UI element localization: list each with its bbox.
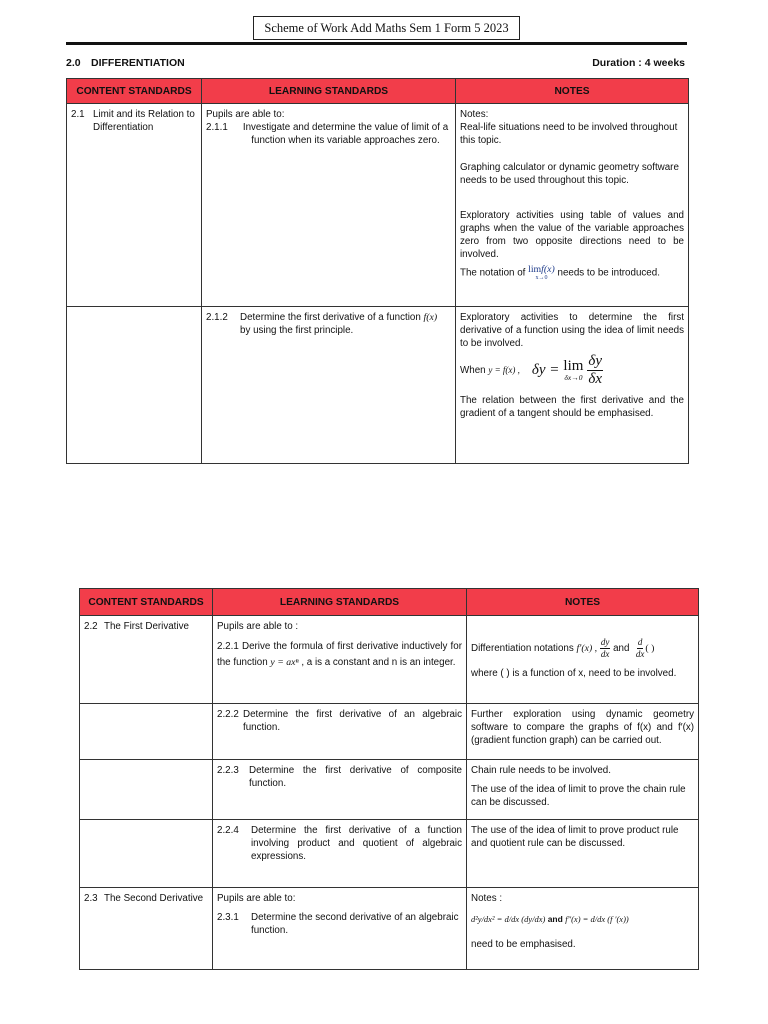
section-header: [66, 57, 687, 71]
table-header-row: [80, 589, 699, 616]
content-standard-cell: [80, 616, 213, 704]
content-standard-cell: [80, 704, 213, 760]
ls-code: 2.1.2: [206, 312, 228, 323]
intro-text: Pupils are able to:: [217, 893, 296, 904]
table-row: [67, 104, 689, 307]
ls-text: Determine the first derivative of a function involving product and quotient of algebraic expressions.: [251, 825, 462, 862]
content-text: Limit and its Relation to Differentiation: [93, 109, 195, 133]
derivative-limit-formula: When y = f(x) , δy = lim δx→0 $\frac{\delta y}{\delta x}$: [460, 352, 603, 387]
notes-heading: Notes:: [460, 109, 489, 120]
col-learning-standards: LEARNING STANDARDS: [202, 79, 456, 104]
col-notes: NOTES: [467, 589, 699, 616]
note-text: The use of the idea of limit to prove the chain rule can be discussed.: [471, 784, 686, 808]
learning-standard-cell: [213, 888, 467, 970]
document-title: Scheme of Work Add Maths Sem 1 Form 5 2023: [253, 16, 520, 40]
table-row: [80, 704, 699, 760]
scheme-table-1: [66, 78, 689, 464]
content-code: 2.1: [71, 109, 85, 120]
note-text: The relation between the first derivative and the gradient of a tangent should be emphasised.: [460, 395, 684, 419]
content-code: 2.3: [84, 893, 98, 904]
content-text: The Second Derivative: [104, 893, 204, 904]
learning-standard-cell: [213, 760, 467, 820]
notes-cell: [456, 104, 689, 307]
note-text: Real-life situations need to be involved throughout this topic.: [460, 122, 678, 146]
ls-code: 2.2.2: [217, 709, 239, 720]
content-standard-cell: [80, 888, 213, 970]
col-content-standards: CONTENT STANDARDS: [80, 589, 213, 616]
table-row: [80, 820, 699, 888]
content-text: The First Derivative: [104, 621, 189, 632]
table-row: [80, 888, 699, 970]
table-header-row: [67, 79, 689, 104]
content-standard-cell: [80, 760, 213, 820]
note-limit-notation: The notation of limf(x) x→0 needs to be introduced.: [460, 264, 660, 281]
intro-text: Pupils are able to:: [206, 109, 285, 120]
ls-text: Determine the first derivative of a function: [240, 312, 421, 323]
ls-text: 2.2.1 Derive the formula of first derivative inductively for the function y = axⁿ , a is a constant and n is an integer.: [217, 641, 462, 668]
ls-code: 2.1.1: [206, 122, 228, 133]
content-standard-cell: [67, 104, 202, 307]
learning-standard-cell: [213, 704, 467, 760]
note-text: need to be emphasised.: [471, 939, 576, 950]
content-code: 2.2: [84, 621, 98, 632]
notes-cell: [467, 704, 699, 760]
scheme-table-2: [79, 588, 699, 970]
ls-code: 2.2.4: [217, 825, 239, 836]
table-row: [80, 616, 699, 704]
content-standard-cell: [67, 307, 202, 464]
ls-text-cont: by using the first principle.: [240, 325, 354, 336]
learning-standard-cell: [202, 307, 456, 464]
notes-cell: [467, 616, 699, 704]
section-number: 2.0: [66, 57, 81, 69]
col-notes: NOTES: [456, 79, 689, 104]
learning-standard-cell: [202, 104, 456, 307]
col-learning-standards: LEARNING STANDARDS: [213, 589, 467, 616]
note-text: The use of the idea of limit to prove product rule and quotient rule can be discussed.: [471, 825, 679, 849]
learning-standard-cell: [213, 616, 467, 704]
note-text: where ( ) is a function of x, need to be involved.: [471, 668, 677, 679]
note-text: Exploratory activities to determine the first derivative of a function using the idea of limit needs to be involved.: [460, 312, 684, 349]
note-text: Chain rule needs to be involved.: [471, 765, 611, 776]
differentiation-notations: Differentiation notations f′(x) , $\frac{dy}{dx}$ and $\frac{d}{dx}$ ( ): [471, 637, 655, 659]
learning-standard-cell: [213, 820, 467, 888]
notes-cell: [467, 760, 699, 820]
ls-text: Determine the first derivative of an algebraic function.: [243, 709, 462, 733]
function-fx: f(x): [423, 312, 438, 323]
intro-text: Pupils are able to :: [217, 621, 299, 632]
col-content-standards: CONTENT STANDARDS: [67, 79, 202, 104]
note-text: Graphing calculator or dynamic geometry software needs to be used throughout this topic.: [460, 162, 679, 186]
notes-cell: [467, 888, 699, 970]
ls-code: 2.3.1: [217, 912, 239, 923]
table-row: [67, 307, 689, 464]
note-text: Exploratory activities using table of values and graphs when the value of the variable approaches zero from two opposite directions need to be involved.: [460, 210, 684, 260]
header-rule: [66, 42, 687, 45]
second-derivative-formula: d²y/dx² = d/dx (dy/dx) and f″(x) = d/dx (f ′(x)): [471, 914, 629, 924]
ls-code: 2.2.3: [217, 765, 239, 776]
table-row: [80, 760, 699, 820]
ls-text: Investigate and determine the value of limit of a function when its variable approaches zero.: [242, 122, 449, 146]
ls-text: Determine the first derivative of composite function.: [249, 765, 462, 789]
section-name: DIFFERENTIATION: [91, 57, 185, 69]
notes-cell: [456, 307, 689, 464]
content-standard-cell: [80, 820, 213, 888]
notes-heading: Notes :: [471, 893, 503, 904]
notes-cell: [467, 820, 699, 888]
limit-formula: limf(x) x→0: [528, 264, 555, 281]
note-text: Further exploration using dynamic geometry software to compare the graphs of f(x) and f′(x) (gradient function graph) can be carried out.: [471, 709, 694, 746]
section-duration: Duration : 4 weeks: [592, 57, 685, 69]
ls-text: Determine the second derivative of an algebraic function.: [251, 912, 459, 936]
